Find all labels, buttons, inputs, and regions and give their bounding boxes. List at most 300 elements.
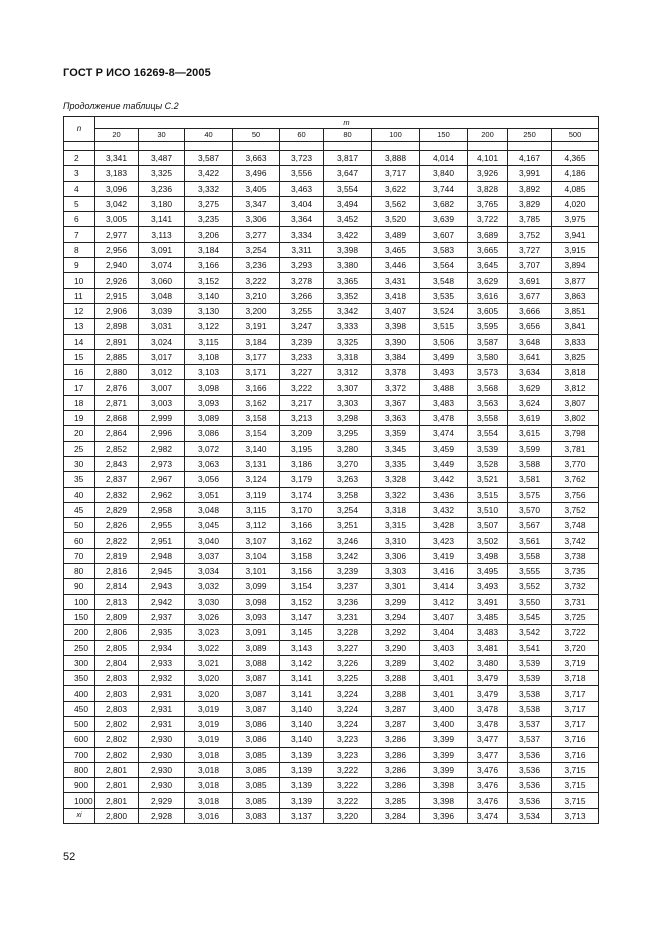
value-cell: 3,020 — [185, 686, 233, 701]
table-row — [64, 456, 599, 471]
value-cell: 3,558 — [468, 411, 508, 426]
value-cell: 3,615 — [508, 426, 552, 441]
value-cell: 2,880 — [95, 365, 139, 380]
value-cell: 3,115 — [233, 502, 280, 517]
value-cell: 3,405 — [233, 181, 280, 196]
table-row — [64, 334, 599, 349]
value-cell: 3,287 — [372, 716, 420, 731]
n-value-cell: 17 — [64, 380, 95, 395]
value-cell: 3,303 — [372, 564, 420, 579]
value-cell: 3,177 — [233, 349, 280, 364]
value-cell: 3,022 — [185, 640, 233, 655]
value-cell: 3,713 — [552, 808, 599, 823]
table-continuation-caption: Продолжение таблицы С.2 — [63, 101, 179, 111]
value-cell: 3,147 — [280, 609, 324, 624]
n-value-cell: 90 — [64, 579, 95, 594]
value-cell: 3,227 — [280, 365, 324, 380]
value-cell: 3,488 — [420, 380, 468, 395]
value-cell: 3,242 — [324, 548, 372, 563]
value-cell: 3,222 — [324, 793, 372, 808]
m-header-cell: 80 — [324, 129, 372, 142]
value-cell: 3,007 — [139, 380, 185, 395]
value-cell: 3,286 — [372, 732, 420, 747]
table-row — [64, 716, 599, 731]
value-cell: 3,399 — [420, 747, 468, 762]
value-cell: 3,020 — [185, 671, 233, 686]
value-cell: 3,573 — [468, 365, 508, 380]
value-cell: 3,478 — [420, 411, 468, 426]
value-cell: 2,803 — [95, 686, 139, 701]
value-cell: 3,005 — [95, 212, 139, 227]
value-cell: 3,380 — [324, 258, 372, 273]
value-cell: 3,892 — [508, 181, 552, 196]
value-cell: 3,325 — [324, 334, 372, 349]
value-cell: 3,086 — [185, 426, 233, 441]
m-header-cell: 50 — [233, 129, 280, 142]
value-cell: 3,926 — [468, 166, 508, 181]
value-cell: 3,289 — [372, 655, 420, 670]
value-cell: 3,398 — [372, 319, 420, 334]
value-cell: 3,280 — [324, 441, 372, 456]
value-cell: 3,802 — [552, 411, 599, 426]
table-row — [64, 303, 599, 318]
value-cell: 3,534 — [508, 808, 552, 823]
value-cell: 3,365 — [324, 273, 372, 288]
value-cell: 3,717 — [552, 716, 599, 731]
value-cell: 3,645 — [468, 258, 508, 273]
value-cell: 3,483 — [420, 395, 468, 410]
value-cell: 3,363 — [372, 411, 420, 426]
value-cell: 3,040 — [185, 533, 233, 548]
value-cell: 3,506 — [420, 334, 468, 349]
value-cell: 3,561 — [508, 533, 552, 548]
value-cell: 2,864 — [95, 426, 139, 441]
value-cell: 3,384 — [372, 349, 420, 364]
value-cell: 3,485 — [468, 609, 508, 624]
table-row — [64, 778, 599, 793]
value-cell: 3,122 — [185, 319, 233, 334]
value-cell: 3,107 — [233, 533, 280, 548]
value-cell: 2,933 — [139, 655, 185, 670]
table-row — [64, 319, 599, 334]
table-row — [64, 671, 599, 686]
value-cell: 3,715 — [552, 793, 599, 808]
table-row — [64, 380, 599, 395]
value-cell: 3,048 — [185, 502, 233, 517]
value-cell: 3,183 — [95, 166, 139, 181]
value-cell: 3,213 — [280, 411, 324, 426]
value-cell: 2,956 — [95, 242, 139, 257]
value-cell: 3,399 — [420, 762, 468, 777]
value-cell: 3,851 — [552, 303, 599, 318]
table-row — [64, 441, 599, 456]
n-value-cell: 4 — [64, 181, 95, 196]
n-value-cell: 500 — [64, 716, 95, 731]
value-cell: 2,802 — [95, 716, 139, 731]
value-cell: 3,894 — [552, 258, 599, 273]
value-cell: 2,930 — [139, 747, 185, 762]
value-cell: 2,931 — [139, 716, 185, 731]
value-cell: 3,093 — [233, 609, 280, 624]
value-cell: 3,735 — [552, 564, 599, 579]
value-cell: 2,806 — [95, 625, 139, 640]
value-cell: 3,459 — [420, 441, 468, 456]
value-cell: 3,089 — [185, 411, 233, 426]
value-cell: 3,210 — [233, 288, 280, 303]
value-cell: 3,237 — [324, 579, 372, 594]
value-cell: 3,236 — [139, 181, 185, 196]
value-cell: 3,580 — [468, 349, 508, 364]
value-cell: 3,347 — [233, 196, 280, 211]
value-cell: 3,489 — [372, 227, 420, 242]
value-cell: 2,962 — [139, 487, 185, 502]
value-cell: 2,802 — [95, 732, 139, 747]
value-cell: 3,515 — [420, 319, 468, 334]
value-cell: 3,401 — [420, 671, 468, 686]
n-value-cell: 25 — [64, 441, 95, 456]
value-cell: 3,915 — [552, 242, 599, 257]
value-cell: 3,762 — [552, 472, 599, 487]
value-cell: 2,801 — [95, 778, 139, 793]
value-cell: 3,833 — [552, 334, 599, 349]
n-value-cell: 80 — [64, 564, 95, 579]
value-cell: 3,641 — [508, 349, 552, 364]
value-cell: 3,722 — [468, 212, 508, 227]
value-cell: 3,034 — [185, 564, 233, 579]
n-value-cell: 800 — [64, 762, 95, 777]
n-value-cell: 8 — [64, 242, 95, 257]
value-cell: 3,493 — [420, 365, 468, 380]
value-cell: 3,396 — [420, 808, 468, 823]
value-cell: 3,222 — [233, 273, 280, 288]
value-cell: 2,803 — [95, 701, 139, 716]
value-cell: 3,266 — [280, 288, 324, 303]
m-header-cell: 40 — [185, 129, 233, 142]
value-cell: 3,419 — [420, 548, 468, 563]
value-cell: 3,191 — [233, 319, 280, 334]
value-cell: 3,086 — [233, 732, 280, 747]
value-cell: 3,174 — [280, 487, 324, 502]
value-cell: 3,476 — [468, 778, 508, 793]
m-header-cell: 150 — [420, 129, 468, 142]
value-cell: 3,648 — [508, 334, 552, 349]
table-row — [64, 196, 599, 211]
header-gap-row — [64, 142, 599, 151]
value-cell: 3,583 — [420, 242, 468, 257]
value-cell: 3,555 — [508, 564, 552, 579]
value-cell: 4,365 — [552, 151, 599, 166]
value-cell: 3,026 — [185, 609, 233, 624]
value-cell: 3,085 — [233, 793, 280, 808]
value-cell: 3,715 — [552, 778, 599, 793]
value-cell: 3,581 — [508, 472, 552, 487]
value-cell: 2,943 — [139, 579, 185, 594]
value-cell: 3,474 — [420, 426, 468, 441]
value-cell: 3,731 — [552, 594, 599, 609]
value-cell: 3,023 — [185, 625, 233, 640]
value-cell: 4,085 — [552, 181, 599, 196]
value-cell: 2,945 — [139, 564, 185, 579]
value-cell: 2,931 — [139, 686, 185, 701]
value-cell: 3,060 — [139, 273, 185, 288]
value-cell: 3,096 — [95, 181, 139, 196]
value-cell: 3,552 — [508, 579, 552, 594]
m-header-cell: 200 — [468, 129, 508, 142]
value-cell: 3,228 — [324, 625, 372, 640]
value-cell: 3,063 — [185, 456, 233, 471]
value-cell: 3,493 — [468, 579, 508, 594]
value-cell: 3,247 — [280, 319, 324, 334]
value-cell: 3,398 — [324, 242, 372, 257]
value-cell: 3,538 — [508, 686, 552, 701]
table-row — [64, 732, 599, 747]
table-row — [64, 181, 599, 196]
n-value-cell: 350 — [64, 671, 95, 686]
n-value-cell: 10 — [64, 273, 95, 288]
value-cell: 3,570 — [508, 502, 552, 517]
n-value-cell: xi — [64, 808, 95, 823]
value-cell: 3,404 — [280, 196, 324, 211]
value-cell: 3,016 — [185, 808, 233, 823]
value-cell: 3,607 — [420, 227, 468, 242]
value-cell: 3,124 — [233, 472, 280, 487]
table-row — [64, 655, 599, 670]
value-cell: 3,012 — [139, 365, 185, 380]
value-cell: 2,931 — [139, 701, 185, 716]
value-cell: 2,816 — [95, 564, 139, 579]
value-cell: 3,629 — [508, 380, 552, 395]
value-cell: 3,335 — [372, 456, 420, 471]
value-cell: 3,088 — [233, 655, 280, 670]
value-cell: 3,478 — [468, 716, 508, 731]
value-cell: 3,422 — [185, 166, 233, 181]
value-cell: 3,727 — [508, 242, 552, 257]
value-cell: 3,209 — [280, 426, 324, 441]
value-cell: 3,139 — [280, 747, 324, 762]
value-cell: 3,479 — [468, 671, 508, 686]
value-cell: 3,085 — [233, 778, 280, 793]
table-row — [64, 533, 599, 548]
value-cell: 3,045 — [185, 518, 233, 533]
value-cell: 3,587 — [185, 151, 233, 166]
value-cell: 3,717 — [552, 686, 599, 701]
value-cell: 3,184 — [233, 334, 280, 349]
value-cell: 3,231 — [324, 609, 372, 624]
n-column-header: n — [64, 117, 95, 142]
value-cell: 3,663 — [233, 151, 280, 166]
value-cell: 3,431 — [372, 273, 420, 288]
value-cell: 3,306 — [233, 212, 280, 227]
value-cell: 3,449 — [420, 456, 468, 471]
value-cell: 3,807 — [552, 395, 599, 410]
table-row — [64, 686, 599, 701]
value-cell: 3,563 — [468, 395, 508, 410]
value-cell: 3,332 — [185, 181, 233, 196]
value-cell: 3,334 — [280, 227, 324, 242]
m-header-cell: 250 — [508, 129, 552, 142]
value-cell: 3,647 — [324, 166, 372, 181]
value-cell: 3,798 — [552, 426, 599, 441]
value-cell: 3,639 — [420, 212, 468, 227]
value-cell: 2,926 — [95, 273, 139, 288]
value-cell: 2,814 — [95, 579, 139, 594]
value-cell: 3,101 — [233, 564, 280, 579]
n-value-cell: 20 — [64, 426, 95, 441]
m-header-cell: 20 — [95, 129, 139, 142]
value-cell: 3,400 — [420, 701, 468, 716]
value-cell: 2,948 — [139, 548, 185, 563]
table-row — [64, 258, 599, 273]
value-cell: 3,716 — [552, 732, 599, 747]
value-cell: 3,537 — [508, 732, 552, 747]
value-cell: 3,042 — [95, 196, 139, 211]
value-cell: 3,141 — [139, 212, 185, 227]
value-cell: 3,682 — [420, 196, 468, 211]
value-cell: 3,223 — [324, 747, 372, 762]
value-cell: 3,624 — [508, 395, 552, 410]
value-cell: 3,303 — [324, 395, 372, 410]
n-value-cell: 70 — [64, 548, 95, 563]
value-cell: 3,284 — [372, 808, 420, 823]
value-cell: 3,277 — [233, 227, 280, 242]
value-cell: 3,567 — [508, 518, 552, 533]
m-header-cell: 60 — [280, 129, 324, 142]
value-cell: 3,770 — [552, 456, 599, 471]
table-row — [64, 411, 599, 426]
value-cell: 3,541 — [508, 640, 552, 655]
n-value-cell: 35 — [64, 472, 95, 487]
table-row — [64, 487, 599, 502]
value-cell: 3,087 — [233, 701, 280, 716]
value-cell: 3,158 — [233, 411, 280, 426]
value-cell: 3,975 — [552, 212, 599, 227]
value-cell: 3,399 — [420, 732, 468, 747]
n-value-cell: 12 — [64, 303, 95, 318]
value-cell: 3,141 — [280, 671, 324, 686]
value-cell: 4,101 — [468, 151, 508, 166]
value-cell: 3,495 — [468, 564, 508, 579]
page-number: 52 — [63, 851, 76, 863]
value-cell: 3,432 — [420, 502, 468, 517]
table-row — [64, 609, 599, 624]
value-cell: 3,717 — [552, 701, 599, 716]
value-cell: 3,840 — [420, 166, 468, 181]
value-cell: 3,288 — [372, 671, 420, 686]
value-cell: 3,227 — [324, 640, 372, 655]
value-cell: 3,139 — [280, 762, 324, 777]
m-header-cell: 100 — [372, 129, 420, 142]
value-cell: 3,744 — [420, 181, 468, 196]
table-row — [64, 564, 599, 579]
value-cell: 3,442 — [420, 472, 468, 487]
n-value-cell: 13 — [64, 319, 95, 334]
value-cell: 3,018 — [185, 762, 233, 777]
value-cell: 3,452 — [324, 212, 372, 227]
value-cell: 3,401 — [420, 686, 468, 701]
value-cell: 3,098 — [233, 594, 280, 609]
value-cell: 3,542 — [508, 625, 552, 640]
value-cell: 3,018 — [185, 793, 233, 808]
value-cell: 3,275 — [185, 196, 233, 211]
value-cell: 3,756 — [552, 487, 599, 502]
m-header-cell: 30 — [139, 129, 185, 142]
value-cell: 3,539 — [468, 441, 508, 456]
value-cell: 3,158 — [280, 548, 324, 563]
value-cell: 3,299 — [372, 594, 420, 609]
value-cell: 3,715 — [552, 762, 599, 777]
value-cell: 3,254 — [233, 242, 280, 257]
value-cell: 3,166 — [233, 380, 280, 395]
value-cell: 3,562 — [372, 196, 420, 211]
value-cell: 3,170 — [280, 502, 324, 517]
value-cell: 3,554 — [324, 181, 372, 196]
value-cell: 3,263 — [324, 472, 372, 487]
value-cell: 3,507 — [468, 518, 508, 533]
value-cell: 3,428 — [420, 518, 468, 533]
value-cell: 3,877 — [552, 273, 599, 288]
value-cell: 3,398 — [420, 778, 468, 793]
value-cell: 3,483 — [468, 625, 508, 640]
value-cell: 3,520 — [372, 212, 420, 227]
n-value-cell: 400 — [64, 686, 95, 701]
value-cell: 2,891 — [95, 334, 139, 349]
value-cell: 2,937 — [139, 609, 185, 624]
value-cell: 3,359 — [372, 426, 420, 441]
value-cell: 3,318 — [372, 502, 420, 517]
value-cell: 3,677 — [508, 288, 552, 303]
value-cell: 3,224 — [324, 686, 372, 701]
value-cell: 2,801 — [95, 793, 139, 808]
value-cell: 3,103 — [185, 365, 233, 380]
value-cell: 3,478 — [468, 701, 508, 716]
value-cell: 3,781 — [552, 441, 599, 456]
value-cell: 3,166 — [185, 258, 233, 273]
value-cell: 3,619 — [508, 411, 552, 426]
table-row — [64, 625, 599, 640]
value-cell: 3,863 — [552, 288, 599, 303]
value-cell: 3,037 — [185, 548, 233, 563]
value-cell: 3,083 — [233, 808, 280, 823]
value-cell: 3,200 — [233, 303, 280, 318]
value-cell: 3,378 — [372, 365, 420, 380]
n-value-cell: 150 — [64, 609, 95, 624]
value-cell: 3,656 — [508, 319, 552, 334]
n-value-cell: 3 — [64, 166, 95, 181]
value-cell: 2,829 — [95, 502, 139, 517]
value-cell: 3,222 — [324, 762, 372, 777]
value-cell: 3,137 — [280, 808, 324, 823]
value-cell: 3,021 — [185, 655, 233, 670]
value-cell: 2,809 — [95, 609, 139, 624]
value-cell: 3,528 — [468, 456, 508, 471]
standard-title: ГОСТ Р ИСО 16269-8—2005 — [63, 67, 211, 79]
value-cell: 3,556 — [280, 166, 324, 181]
value-cell: 3,841 — [552, 319, 599, 334]
n-value-cell: 15 — [64, 349, 95, 364]
value-cell: 3,414 — [420, 579, 468, 594]
value-cell: 3,236 — [324, 594, 372, 609]
value-cell: 3,310 — [372, 533, 420, 548]
value-cell: 3,691 — [508, 273, 552, 288]
value-cell: 2,929 — [139, 793, 185, 808]
value-cell: 3,498 — [468, 548, 508, 563]
value-cell: 3,352 — [324, 288, 372, 303]
value-cell: 3,707 — [508, 258, 552, 273]
value-cell: 3,465 — [372, 242, 420, 257]
value-cell: 3,480 — [468, 655, 508, 670]
value-cell: 3,087 — [233, 671, 280, 686]
value-cell: 3,829 — [508, 196, 552, 211]
